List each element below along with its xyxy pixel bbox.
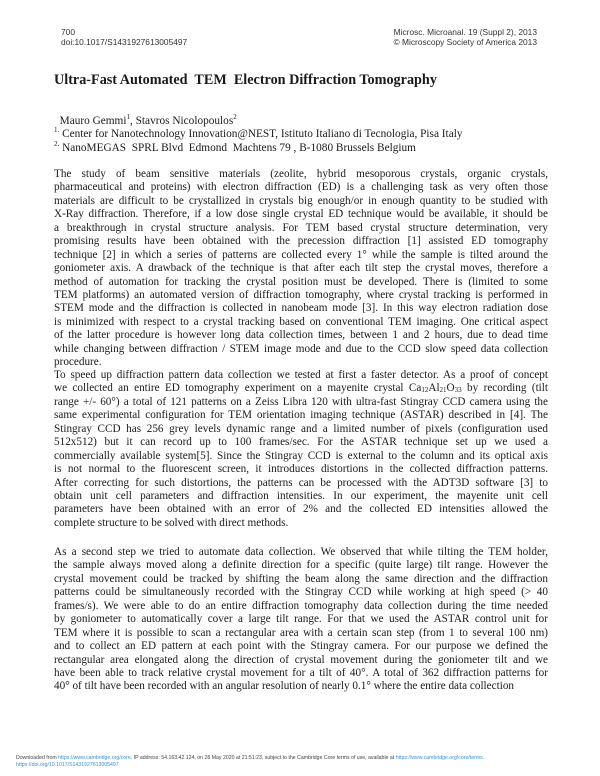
footer-text: . IP address: 54.163.42.124, on 28 May 2020 at 21:51:23, subject to the Cambridge Core terms of use, available at (130, 755, 396, 761)
text-line: same experimental configuration for TEM orientation imaging technique (ASTAR) described in [4]. The (54, 409, 548, 422)
text-line: promising results have been obtained with the precession diffraction [1] assisted ED tomography (54, 235, 548, 248)
download-footer (16, 755, 484, 769)
article-title: Ultra-Fast Automated TEM Electron Diffraction Tomography (54, 72, 437, 88)
affiliation (54, 140, 416, 154)
author-name: Stavros Nicolopoulos (135, 114, 234, 127)
copyright: © Microscopy Society of America 2013 (393, 37, 537, 47)
text-line: procedure. (54, 356, 102, 369)
text-line: patterns could be simultaneously recorded with the Stingray CCD while working at high speed (> 40 (54, 586, 548, 599)
affiliation-mark: 1. (54, 126, 60, 134)
cambridge-core-link[interactable]: https://www.cambridge.org/core (58, 755, 131, 761)
text-line: rectangular area elongated along the direction of crystal movement during the goniometer tilt and we (54, 653, 548, 666)
text-line: X-Ray diffraction. Therefore, if a low dose single crystal ED technique would be available, it should be (54, 208, 548, 221)
text-line: and to collect an ED pattern at each point with the Stingray camera. For our purpose we defined the (54, 640, 548, 653)
text-line: STEM mode and the diffraction is collected in nanobeam mode [3]. In this way electron radiation dose (54, 302, 548, 315)
text-line: have been able to track relative crystal movement for a tilt of 40°. A total of 362 diffraction patterns for (54, 666, 548, 679)
footer-text: Downloaded from (16, 755, 59, 761)
body-paragraph (54, 546, 548, 694)
text-line: frames/s). We were able to do an entire diffraction tomography data collection during the time needed (54, 599, 548, 612)
text-line: After correcting for such distortions, the patterns can be processed with the ADT3D software [3] to (54, 476, 548, 489)
footer-text: . (482, 755, 485, 761)
page-header-left (61, 27, 187, 47)
author-affiliation-mark: 1 (126, 113, 130, 121)
page-header-right (394, 27, 538, 47)
text-line: goniometer axis. A drawback of the technique is that after each tilt step the crystal moves, therefore a (54, 262, 548, 275)
author-list (54, 101, 237, 127)
subscript: 21 (439, 386, 447, 395)
text-line: a breakthrough in crystal structure analysis. For TEM based crystal structure determination, very (54, 221, 548, 234)
text-line: is minimized with respect to a crystal tracking based on conventional TEM imaging. One critical aspect (54, 315, 548, 328)
text-segment: we collected an entire ED tomography experiment on a mayenite crystal Ca (54, 382, 422, 395)
affiliation-mark: 2. (54, 140, 60, 148)
text-line: range +/- 60°) a total of 121 patterns on a Zeiss Libra 120 with ultra-fast Stingray CCD camera using the (54, 395, 548, 408)
text-line: complete structure to be solved with direct methods. (54, 516, 289, 529)
text-segment: by recording (tilt (461, 382, 548, 395)
doi: doi:10.1017/S1431927613005497 (61, 37, 188, 47)
doi-link[interactable]: https://doi.org/10.1017/S1431927613005497 (16, 762, 119, 768)
text-line: TEM where it is possible to scan a rectangular area with a certain scan step (from 1 to several 100 nm) (54, 626, 548, 639)
affiliation-text: NanoMEGAS SPRL Blvd Edmond Machtens 79 , B-1080 Brussels Belgium (59, 141, 416, 154)
text-line: while changing between diffraction / STEM image mode and due to the CCD slow speed data collection (54, 342, 548, 355)
page-number: 700 (61, 27, 75, 37)
terms-link[interactable]: https://www.cambridge.org/core/terms (395, 755, 483, 761)
text-line: method of automation for tracking the crystal position must be developed. There is (limited to some (54, 275, 548, 288)
text-line: To speed up diffraction pattern data collection we tested at first a faster detector. As a proof of concept (54, 369, 548, 381)
text-segment: Al (428, 382, 440, 395)
text-line: 40° of tilt have been recorded with an angular resolution of nearly 0.1° where the entire data collection (54, 680, 515, 693)
affiliation-text: Center for Nanotechnology Innovation@NEST, Istituto Italiano di Tecnologia, Pisa Italy (59, 127, 463, 140)
text-line: crystal movement could be tracked by shifting the beam along the same direction and the diffraction (54, 572, 548, 585)
text-line (54, 382, 548, 395)
text-line: the sample always moved along a definite direction for a specific (quite large) tilt range. However the (54, 559, 548, 572)
text-line: parameters have been obtained with an error of 2% and the collected ED intensities allowed the (54, 503, 548, 516)
body-paragraph (54, 168, 548, 370)
text-line: Stingray CCD has 256 grey levels dynamic range and a limited number of pixels (configuration used (54, 422, 548, 435)
text-line: The study of beam sensitive materials (zeolite, hybrid mesoporous crystals, organic crystals, (54, 168, 548, 180)
text-segment: O (446, 382, 455, 395)
text-line: 512x512) but it can record up to 100 frames/sec. For the ASTAR technique set up we used a (54, 436, 548, 449)
text-line: pharmaceutical and proteins) with electron diffraction (ED) is a challenging task as very often those (54, 181, 548, 194)
journal-citation: Microsc. Microanal. 19 (Suppl 2), 2013 (393, 27, 537, 37)
text-line: TEM platforms) an automated version of diffraction tomography, where crystal tracking is performed in (54, 288, 548, 301)
text-line: materials are difficult to be crystallized in crystals big enough/or in enough quantity to be studied with (54, 194, 548, 207)
subscript: 12 (421, 386, 429, 395)
text-line: As a second step we tried to automate data collection. We observed that while tilting the TEM holder, (54, 546, 548, 558)
text-line: by goniometer to automatically cover a large tilt range. For that we used the ASTAR control unit for (54, 613, 548, 626)
body-paragraph (54, 369, 548, 530)
text-line: commercially available system[5]. Since the Stingray CCD is external to the column and its optical axis (54, 449, 548, 462)
affiliation (54, 126, 463, 140)
author-separator: , (129, 114, 136, 127)
text-line: obtain unit cell parameters and diffraction intensities. In our experiment, the mayenite unit cell (54, 489, 548, 502)
text-line: is not normal to the fluorescent screen, it introduces distortions in the collected diffraction patterns. (54, 463, 548, 476)
text-line: of the latter procedure is however long data collection times, between 1 and 2 hours, due to dead time (54, 329, 548, 342)
author-affiliation-mark: 2 (233, 113, 237, 121)
author-name: Mauro Gemmi (59, 114, 127, 127)
subscript: 33 (454, 386, 462, 395)
text-line: technique [2] in which a series of patterns are collected every 1° while the sample is tilted around the (54, 248, 548, 261)
